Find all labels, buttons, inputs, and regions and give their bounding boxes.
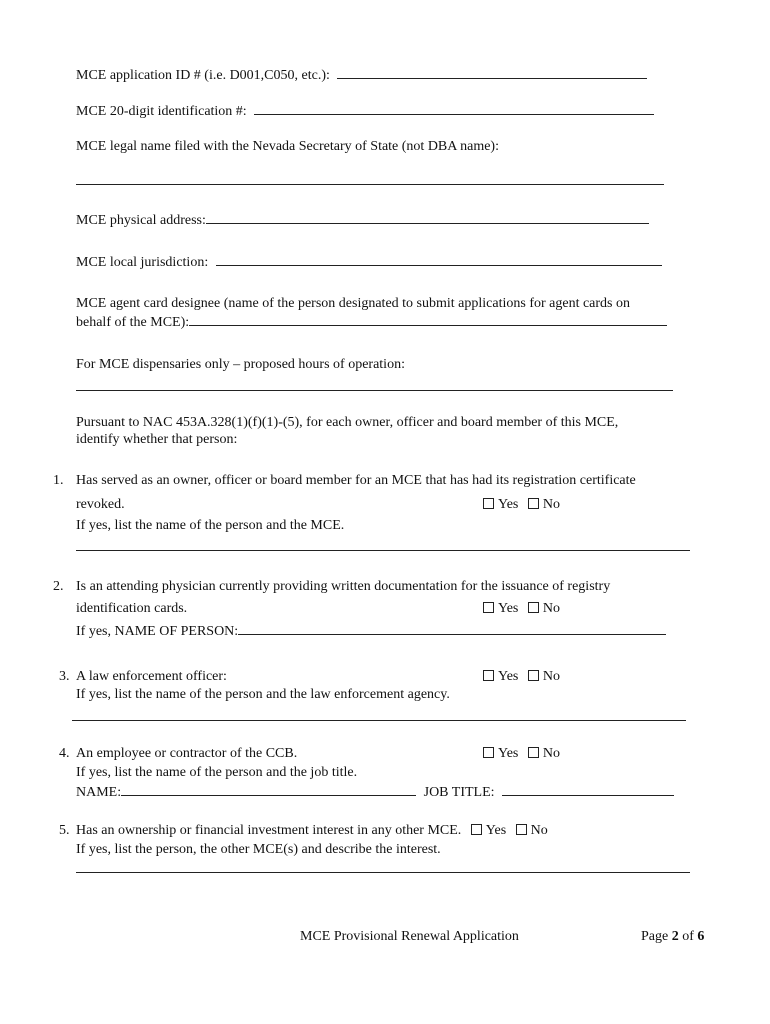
question-2-yes-option[interactable] xyxy=(483,600,518,617)
question-4-text: An employee or contractor of the CCB. xyxy=(76,746,298,761)
question-1-followup: If yes, list the name of the person and the MCE. xyxy=(76,518,345,533)
footer-title: MCE Provisional Renewal Application xyxy=(300,929,519,944)
question-5-followup: If yes, list the person, the other MCE(s) and describe the interest. xyxy=(76,842,441,857)
question-2-no-option[interactable] xyxy=(528,600,560,617)
question-3-text: A law enforcement officer: xyxy=(76,669,227,684)
pursuant-line2: identify whether that person: xyxy=(76,432,238,447)
question-2-name-field[interactable] xyxy=(238,622,666,635)
physical-address-field[interactable] xyxy=(206,211,649,224)
local-jurisdiction-field[interactable] xyxy=(216,253,662,266)
question-5-no-option[interactable] xyxy=(516,822,548,839)
question-1-text-cont: revoked. xyxy=(76,497,125,512)
physical-address-label: MCE physical address: xyxy=(76,213,206,228)
checkbox-icon[interactable] xyxy=(528,670,539,681)
question-2-text: Is an attending physician currently providing written documentation for the issuance of registry xyxy=(76,579,611,594)
question-1-text: Has served as an owner, officer or board member for an MCE that has had its registration certificate xyxy=(76,473,636,488)
app-id-label: MCE application ID # (i.e. D001,C050, etc.): xyxy=(76,68,330,83)
question-1-options xyxy=(483,496,566,513)
app-id-field[interactable] xyxy=(337,66,647,79)
question-5-number: 5. xyxy=(59,823,70,838)
question-3-number: 3. xyxy=(59,669,70,684)
agent-designee-field[interactable] xyxy=(189,313,667,326)
page-total: 6 xyxy=(697,929,705,944)
id20-field[interactable] xyxy=(254,102,654,115)
question-5-yes-label: Yes xyxy=(485,823,507,838)
question-2-yes-label: Yes xyxy=(498,601,519,616)
question-1-yes-option[interactable] xyxy=(483,496,518,513)
question-5-row xyxy=(76,822,554,839)
question-3-no-label: No xyxy=(542,669,560,684)
question-3-yes-option[interactable] xyxy=(483,668,518,685)
checkbox-icon[interactable] xyxy=(528,602,539,613)
question-4-job-title-label: JOB TITLE: xyxy=(423,785,495,800)
hours-field[interactable] xyxy=(76,390,673,391)
agent-designee-label: behalf of the MCE): xyxy=(76,315,190,330)
checkbox-icon[interactable] xyxy=(528,747,539,758)
question-1-answer-field[interactable] xyxy=(76,550,690,551)
page-number xyxy=(641,929,704,945)
checkbox-icon[interactable] xyxy=(516,824,527,835)
id20-row xyxy=(76,102,654,120)
checkbox-icon[interactable] xyxy=(471,824,482,835)
question-3-options xyxy=(483,668,566,685)
question-4-yes-label: Yes xyxy=(498,746,519,761)
checkbox-icon[interactable] xyxy=(528,498,539,509)
question-2-followup-row xyxy=(76,622,666,640)
question-4-followup: If yes, list the name of the person and the job title. xyxy=(76,765,358,780)
page-current: 2 xyxy=(671,929,679,944)
question-4-no-option[interactable] xyxy=(528,745,560,762)
question-2-text-cont: identification cards. xyxy=(76,601,188,616)
hours-label: For MCE dispensaries only – proposed hours of operation: xyxy=(76,357,405,372)
legal-name-label: MCE legal name filed with the Nevada Secretary of State (not DBA name): xyxy=(76,139,499,154)
question-3-yes-label: Yes xyxy=(498,669,519,684)
question-3-no-option[interactable] xyxy=(528,668,560,685)
question-3-followup: If yes, list the name of the person and the law enforcement agency. xyxy=(76,687,450,702)
page-prefix: Page xyxy=(641,929,669,944)
question-5-answer-field[interactable] xyxy=(76,872,690,873)
question-4-name-label: NAME: xyxy=(76,785,122,800)
local-jurisdiction-label: MCE local jurisdiction: xyxy=(76,255,209,270)
checkbox-icon[interactable] xyxy=(483,602,494,613)
agent-designee-line1: MCE agent card designee (name of the person designated to submit applications for agent cards on xyxy=(76,296,630,311)
question-2-options xyxy=(483,600,566,617)
agent-designee-row xyxy=(76,313,667,331)
question-5-text: Has an ownership or financial investment interest in any other MCE. xyxy=(76,823,462,838)
question-1-no-label: No xyxy=(542,497,560,512)
question-4-name-row xyxy=(76,783,674,801)
question-1-number: 1. xyxy=(53,473,64,488)
question-4-options xyxy=(483,745,566,762)
question-1-no-option[interactable] xyxy=(528,496,560,513)
question-3-answer-field[interactable] xyxy=(72,720,686,721)
question-5-yes-option[interactable] xyxy=(471,822,506,839)
legal-name-field[interactable] xyxy=(76,184,664,185)
question-5-no-label: No xyxy=(530,823,548,838)
checkbox-icon[interactable] xyxy=(483,747,494,758)
physical-address-row xyxy=(76,211,649,229)
question-1-yes-label: Yes xyxy=(498,497,519,512)
local-jurisdiction-row xyxy=(76,253,662,271)
page-of: of xyxy=(682,929,694,944)
question-4-name-field[interactable] xyxy=(121,783,416,796)
checkbox-icon[interactable] xyxy=(483,670,494,681)
checkbox-icon[interactable] xyxy=(483,498,494,509)
question-4-job-title-field[interactable] xyxy=(502,783,674,796)
id20-label: MCE 20-digit identification #: xyxy=(76,104,247,119)
question-2-no-label: No xyxy=(542,601,560,616)
question-2-number: 2. xyxy=(53,579,64,594)
question-2-followup: If yes, NAME OF PERSON: xyxy=(76,624,239,639)
app-id-row xyxy=(76,66,647,84)
question-4-yes-option[interactable] xyxy=(483,745,518,762)
question-4-number: 4. xyxy=(59,746,70,761)
question-4-no-label: No xyxy=(542,746,560,761)
pursuant-line1: Pursuant to NAC 453A.328(1)(f)(1)-(5), for each owner, officer and board member of this MCE, xyxy=(76,415,619,430)
